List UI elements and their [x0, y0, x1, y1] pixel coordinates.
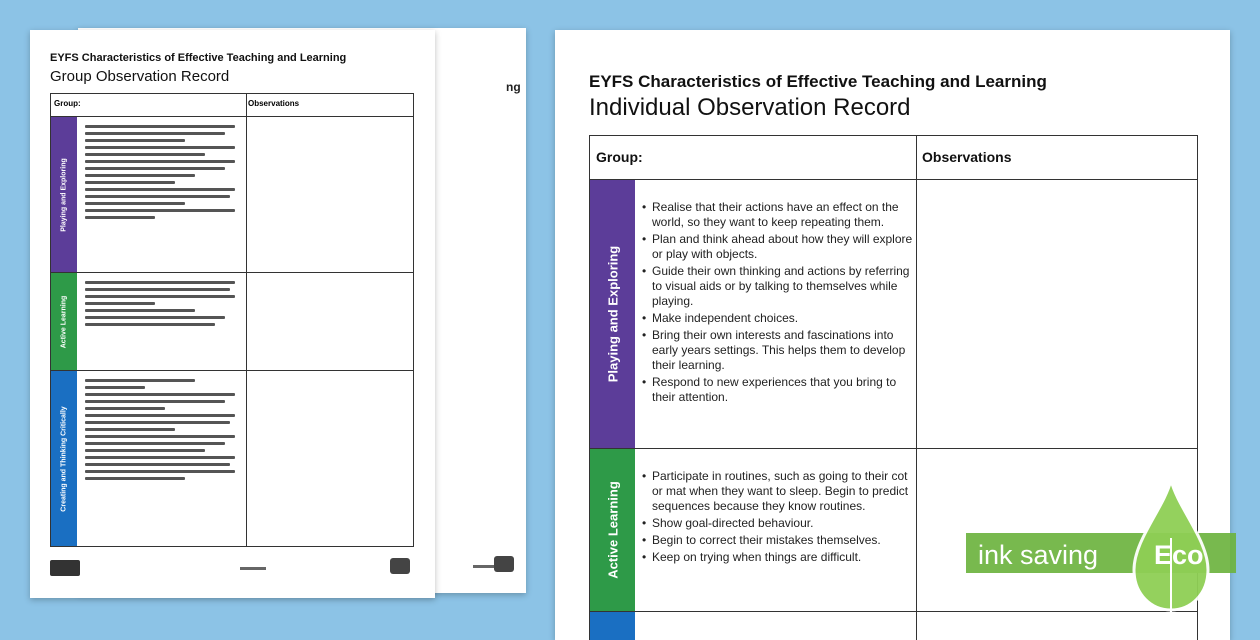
bullet-list — [81, 375, 241, 480]
table-row — [590, 180, 1197, 449]
list-item: • Begin to correct their mistakes themselves. — [642, 533, 914, 548]
section-label: Active Learning — [60, 295, 68, 348]
group-observation-sheet — [30, 30, 435, 598]
group-label: Group: — [596, 149, 643, 165]
bullet-list — [642, 200, 914, 407]
eco-label: Eco — [1154, 540, 1204, 570]
group-label: Group: — [54, 99, 81, 108]
observations-label: Observations — [248, 99, 300, 108]
big-sheet-title: EYFS Characteristics of Effective Teaching and Learning — [589, 72, 1047, 91]
table-row — [51, 371, 413, 546]
section-band-playing-exploring — [51, 117, 77, 272]
small-sheet-title: EYFS Characteristics of Effective Teaching and Learning — [50, 52, 347, 64]
section-label: Creating and Thinking Critically — [60, 405, 68, 512]
ink-saving-text: ink saving — [978, 540, 1099, 570]
small-observation-table — [50, 93, 414, 547]
table-header — [51, 94, 413, 117]
table-row — [51, 273, 413, 371]
list-item: • Make independent choices. — [642, 311, 914, 326]
section-label: Playing and Exploring — [605, 245, 620, 383]
footer-url — [240, 567, 266, 570]
big-sheet-subtitle: Individual Observation Record — [589, 94, 911, 121]
back-sheet-title-fragment: ng — [506, 80, 521, 94]
section-band-active-learning — [51, 273, 77, 370]
list-item: • Respond to new experiences that you bring to their attention. — [642, 375, 914, 405]
footer-badge-icon — [390, 558, 410, 574]
table-header — [590, 136, 1197, 180]
eco-ink-saving-badge — [966, 478, 1256, 623]
section-band-active-learning — [590, 449, 635, 611]
section-band-creating-thinking — [590, 612, 635, 640]
section-band-playing-exploring — [590, 180, 635, 448]
list-item: • Keep on trying when things are difficult. — [642, 550, 914, 565]
list-item: • Plan and think ahead about how they will explore or play with objects. — [642, 232, 914, 262]
small-sheet-subtitle: Group Observation Record — [50, 68, 230, 85]
observations-label: Observations — [922, 149, 1012, 165]
list-item: • Guide their own thinking and actions by referring to visual aids or by talking to themselves while playing. — [642, 264, 914, 309]
bullet-list — [81, 277, 241, 326]
list-item: • Participate in routines, such as going to their cot or mat when they want to sleep. Begin to predict sequences because they know routines. — [642, 469, 914, 514]
list-item: • Bring their own interests and fascinations into early years settings. This helps them to develop their learning. — [642, 328, 914, 373]
section-label: Playing and Exploring — [60, 157, 68, 232]
section-band-creating-thinking — [51, 371, 77, 546]
list-item: • Realise that their actions have an effect on the world, so they want to keep repeating them. — [642, 200, 914, 230]
bullet-list — [642, 469, 914, 567]
section-label: Active Learning — [605, 481, 620, 579]
table-row — [51, 117, 413, 273]
bullet-list — [81, 121, 241, 219]
footer-badge-icon — [494, 556, 514, 572]
list-item: • Show goal-directed behaviour. — [642, 516, 914, 531]
publisher-logo — [50, 560, 80, 576]
